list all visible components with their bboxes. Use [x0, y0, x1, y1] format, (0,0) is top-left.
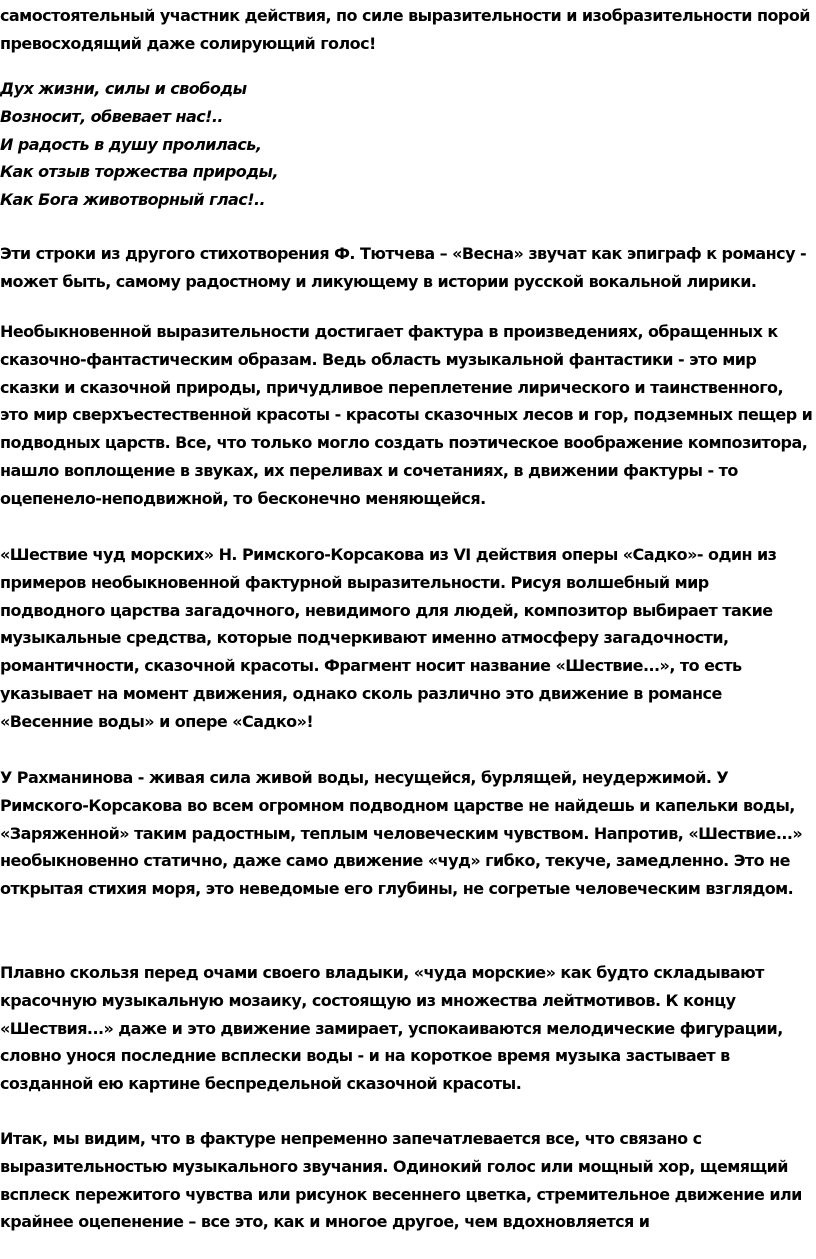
paragraph-sadko: «Шествие чуд морских» Н. Римского-Корсакова из VI действия оперы «Садко»- один из примеров необыкновенной фактурной выразительности. Рисуя волшебный мир подводного царства загадочного, невидимого для людей, композитор выбирает такие музыкальные средства, которые подчеркивают именно атмосферу загадочности, романтичности, сказочной красоты. Фрагмент носит название «Шествие...», то есть указывает на момент движения, однако сколь различно это движение в романсе «Весенние воды» и опере «Садко»!	[0, 545, 777, 731]
paragraph-rachmaninov: У Рахманинова - живая сила живой воды, несущейся, бурлящей, неудержимой. У Римского-Корсакова во всем огромном подводном царстве не найдешь и капельки воды, «Заряженной» таким радостным, теплым человеческим чувством. Напротив, «Шествие...» необыкновенно статично, даже само движение «чуд» гибко, текуче, замедленно. Это не открытая стихия моря, это неведомые его глубины, не согретые человеческим взглядом.	[0, 768, 803, 899]
paragraph-procession: Плавно скользя перед очами своего владыки, «чуда морские» как будто складывают красочную музыкальную мозаику, состоящую из множества лейтмотивов. К концу «Шествия...» даже и это движение замирает, успокаиваются мелодические фигурации, словно унося последние всплески воды - и на короткое время музыка застывает в созданной ею картине беспредельной сказочной красоты.	[0, 963, 783, 1094]
poem-epigraph	[0, 75, 278, 214]
poem-line-5: Как Бога животворный глас!..	[0, 190, 266, 210]
poem-line-2: Возносит, обвевает нас!..	[0, 106, 223, 126]
poem-line-1: Дух жизни, силы и свободы	[0, 79, 247, 98]
paragraph-intro: самостоятельный участник действия, по силе выразительности и изобразительности порой превосходящий даже солирующий голос!	[0, 6, 810, 53]
paragraph-conclusion: Итак, мы видим, что в фактуре непременно запечатлевается все, что связано с выразительностью музыкального звучания. Одинокий голос или мощный хор, щемящий всплеск пережитого чувства или рисунок весеннего цветка, стремительное движение или крайнее оцепенение – все это, как и многое другое, чем вдохновляется и	[0, 1129, 802, 1232]
poem-line-3: И радость в душу пролилась,	[0, 134, 262, 154]
paragraph-fantasy: Необыкновенной выразительности достигает фактура в произведениях, обращенных к сказочно-фантастическим образам. Ведь область музыкальной фантастики - это мир сказки и сказочной природы, причудливое переплетение лирического и таинственного, это мир сверхъестественной красоты - красоты сказочных лесов и гор, подземных пещер и подводных царств. Все, что только могло создать поэтическое воображение композитора, нашло воплощение в звуках, их переливах и сочетаниях, в движении фактуры - то оцепенело-неподвижной, то бесконечно меняющейся.	[0, 322, 813, 508]
poem-line-4: Как отзыв торжества природы,	[0, 162, 279, 182]
paragraph-tyutchev: Эти строки из другого стихотворения Ф. Тютчева – «Весна» звучат как эпиграф к романсу - может быть, самому радостному и ликующему в истории русской вокальной лирики.	[0, 244, 807, 291]
